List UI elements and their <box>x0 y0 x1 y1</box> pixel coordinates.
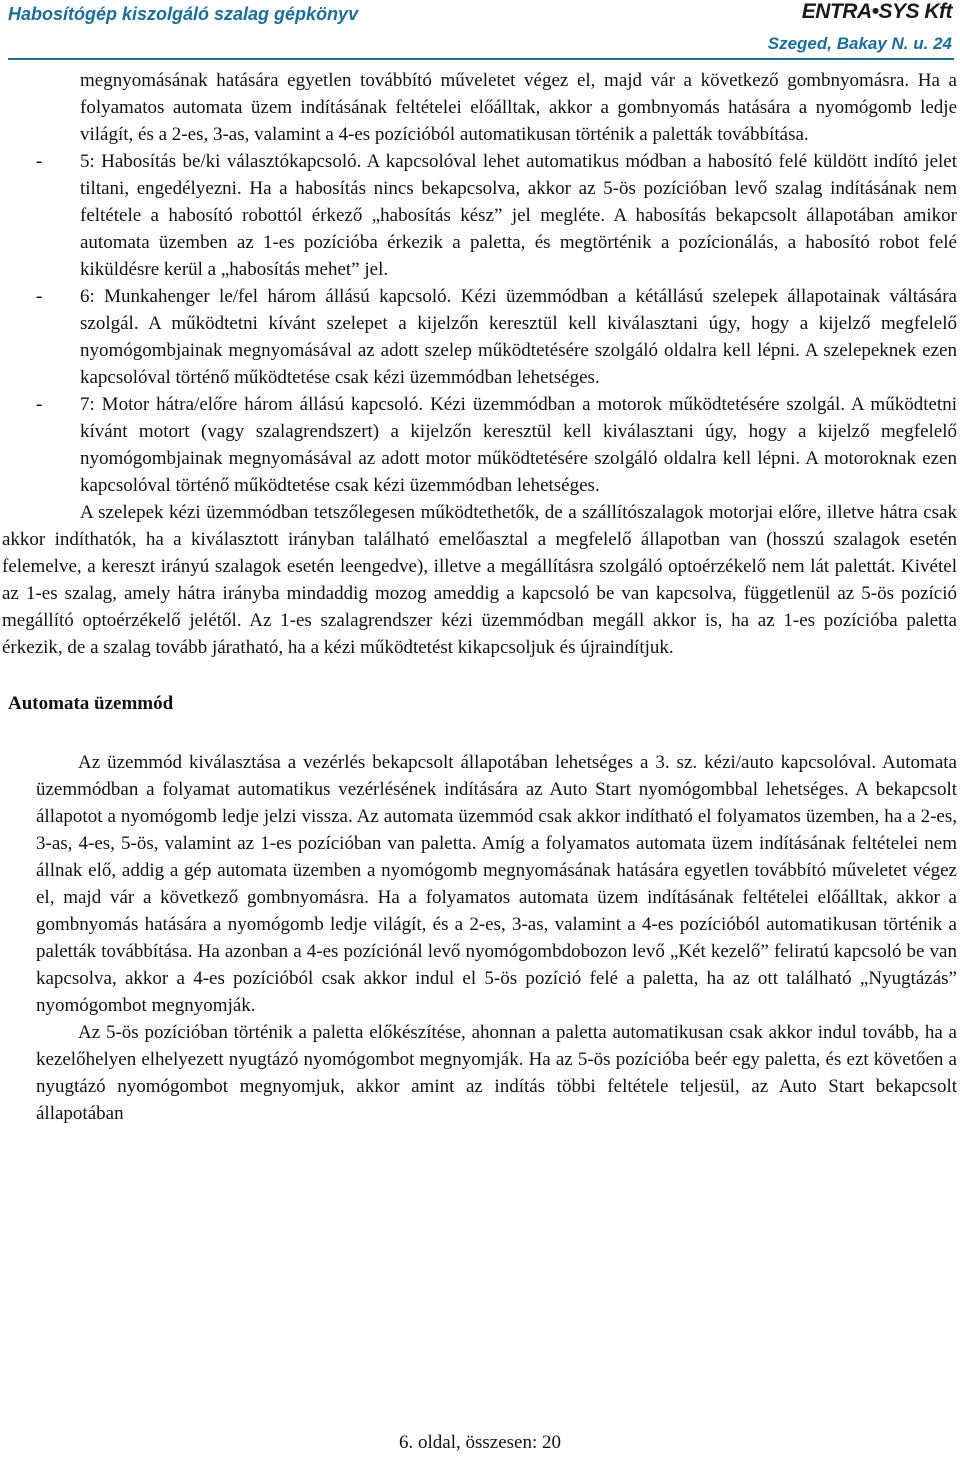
document-title: Habosítógép kiszolgáló szalag gépkönyv <box>8 4 359 24</box>
manual-mode-paragraph: A szelepek kézi üzemmódban tetszőlegesen működtethetők, de a szállítószalagok motorjai előre, illetve hátra csak akkor indíthatók, ha a kiválasztott irányban található emelőasztal a megfelelő állapotban van (hosszú szalagok esetén felemelve, a kereszt irányú szalagok esetén leengedve), illetve a megállításra szolgáló optoérzékelő nem lát palettát. Kivétel az 1-es szalag, amely hátra irányba mindaddig mozog ameddig a kapcsoló be van kapcsolva, függetlenül az 5-ös pozíció megállító optoérzékelő jelétől. Az 1-es szalagrendszer kézi üzemmódban megáll akkor is, ha az 1-es pozícióba paletta érkezik, de a szalag tovább járatható, ha a kézi működtetést kikapcsoljuk és újraindítjuk. <box>2 502 957 658</box>
list-item-5 <box>0 148 960 283</box>
list-item-text: 6: Munkahenger le/fel három állású kapcsoló. Kézi üzemmódban a kétállású szelepek állapotainak váltására szolgál. A működtetni kívánt szelepet a kijelzőn keresztül kell kiválasztani úgy, hogy a kijelző megfelelő nyomógombjainak megnyomásával az adott szelep működtetésére szolgáló oldalra kell lépni. A szelepeknek ezen kapcsolóval történő működtetése csak kézi üzemmódban lehetséges. <box>80 286 957 388</box>
list-bullet: - <box>36 151 43 172</box>
list-item-7 <box>0 391 960 499</box>
company-logo: ENTRA•SYS Kft <box>801 0 952 23</box>
auto-paragraph-1: Az üzemmód kiválasztása a vezérlés bekapcsolt állapotában lehetséges a 3. sz. kézi/auto kapcsolóval. Automata üzemmódban a folyamat automatikus vezérlésének indítására az Auto Start nyomógombbal lehetséges. A bekapcsolt állapotot a nyomógomb ledje jelzi vissza. Az automata üzemmód csak akkor indítható el folyamatos üzemben, ha a 2-es, 3-as, 4-es, 5-ös, valamint az 1-es pozícióban van paletta. Amíg a folyamatos automata üzem indításának feltételei nem állnak elő, addig a gép automata üzemben a nyomógomb megnyomásának hatására egyetlen továbbító műveletet végez el, majd vár a következő gombnyomásra. Ha a folyamatos automata üzem indításának feltételei előálltak, akkor a gombnyomás hatására a nyomógomb ledje világít, és a 2-es, 3-as, valamint a 4-es pozícióból automatikusan történik a paletták továbbítása. Ha azonban a 4-es pozíciónál levő nyomógombdobozon levő „Két kezelő” feliratú kapcsoló be van kapcsolva, akkor a 4-es pozícióból csak akkor indul el 5-ös pozíció felé a paletta, ha az ott található „Nyugtázás” nyomógombot megnyomják. <box>36 752 957 1016</box>
page-header <box>8 0 954 62</box>
intro-paragraph: megnyomásának hatására egyetlen továbbító műveletet végez el, majd vár a következő gombnyomásra. Ha a folyamatos automata üzem indításának feltételei előálltak, akkor a gombnyomás hatására a nyomógomb ledje világít, és a 2-es, 3-as, valamint a 4-es pozícióból automatikusan történik a paletták továbbítása. <box>80 70 957 145</box>
list-bullet: - <box>36 394 43 415</box>
auto-paragraph-2: Az 5-ös pozícióban történik a paletta előkészítése, ahonnan a paletta automatikusan csak akkor indul tovább, ha a kezelőhelyen elhelyezett nyugtázó nyomógombot megnyomják. Ha az 5-ös pozícióba beér egy paletta, és ezt követően a nyugtázó nyomógombot megnyomjuk, akkor amint az indítás többi feltétele teljesül, az Auto Start bekapcsolt állapotában <box>36 1022 957 1124</box>
page-number: 6. oldal, összesen: 20 <box>398 1432 561 1453</box>
header-divider <box>8 58 954 60</box>
list-item-text: 7: Motor hátra/előre három állású kapcsoló. Kézi üzemmódban a motorok működtetésére szolgál. A működtetni kívánt motort (vagy szalagrendszert) a kijelzőn keresztül kell kiválasztani úgy, hogy a kijelző megfelelő nyomógombjainak megnyomásával az adott motor működtetésére szolgáló oldalra kell lépni. A motoroknak ezen kapcsolóval történő működtetése csak kézi üzemmódban lehetséges. <box>80 394 957 496</box>
list-item-6 <box>0 283 960 391</box>
list-bullet: - <box>36 286 43 307</box>
list-item-text: 5: Habosítás be/ki választókapcsoló. A kapcsolóval lehet automatikus módban a habosító felé küldött indító jelet tiltani, engedélyezni. Ha a habosítás nincs bekapcsolva, akkor az 5-ös pozícióban levő szalag indításának nem feltétele a habosító robottól érkező „habosítás kész” jel megléte. A habosítás bekapcsolt állapotában amikor automata üzemben az 1-es pozícióba érkezik a paletta, és megtörténik a pozícionálás, a habosító robot felé kiküldésre kerül a „habosítás mehet” jel. <box>80 151 957 280</box>
section-title: Automata üzemmód <box>8 693 174 714</box>
company-address: Szeged, Bakay N. u. 24 <box>767 34 952 53</box>
page-body <box>0 67 960 1127</box>
